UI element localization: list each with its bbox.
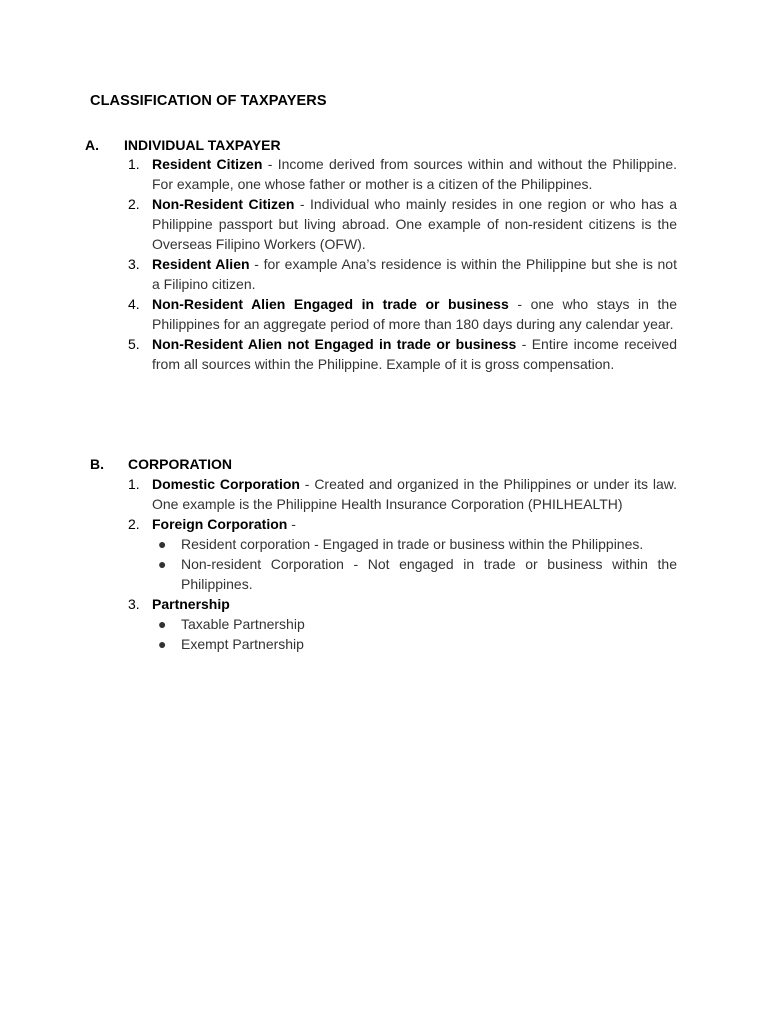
item-term: Non-Resident Alien Engaged in trade or business (152, 296, 509, 312)
list-item (128, 294, 678, 334)
list-item (128, 514, 677, 594)
item-description: - (287, 516, 296, 532)
item-number: 4. (128, 296, 140, 312)
bullet-item (152, 614, 677, 634)
list-item (128, 334, 678, 374)
bullet-text: Resident corporation - Engaged in trade or business within the Philippines. (181, 536, 644, 552)
bullet-item (152, 554, 677, 594)
item-number: 1. (128, 476, 140, 492)
item-description: - one who stays in the Philippines for an aggregate period of more than 180 days during any calendar year. (152, 296, 678, 332)
item-term: Domestic Corporation (152, 476, 300, 492)
section-a-heading: INDIVIDUAL TAXPAYER (124, 137, 281, 153)
bullet-item (152, 634, 677, 654)
bullet-icon: ● (158, 636, 167, 652)
item-term: Resident Alien (152, 256, 250, 272)
item-number: 2. (128, 516, 140, 532)
list-item (128, 154, 677, 194)
bullet-text: Taxable Partnership (181, 616, 305, 632)
item-term: Resident Citizen (152, 156, 263, 172)
section-b-letter: B. (90, 456, 104, 472)
bullet-list (152, 614, 677, 654)
list-item (128, 194, 678, 254)
item-number: 2. (128, 196, 140, 212)
bullet-text: Non-resident Corporation - Not engaged in trade or business within the Philippines. (181, 556, 677, 592)
item-term: Non-Resident Citizen (152, 196, 295, 212)
item-number: 3. (128, 596, 140, 612)
item-term: Non-Resident Alien not Engaged in trade or business (152, 336, 517, 352)
item-number: 3. (128, 256, 140, 272)
item-number: 1. (128, 156, 140, 172)
bullet-icon: ● (158, 616, 167, 632)
item-term: Partnership (152, 596, 230, 612)
bullet-icon: ● (158, 536, 167, 552)
list-item (128, 594, 677, 654)
item-description: - Entire income received from all sources within the Philippine. Example of it is gross compensation. (152, 336, 678, 372)
section-b-list (128, 474, 677, 654)
section-a-letter: A. (85, 137, 99, 153)
section-b-heading: CORPORATION (128, 456, 232, 472)
item-description: - for example Ana’s residence is within the Philippine but she is not a Filipino citizen. (152, 256, 677, 292)
document-title: CLASSIFICATION OF TAXPAYERS (90, 93, 327, 109)
section-a-list (128, 154, 678, 374)
list-item (128, 474, 677, 514)
item-description: - Created and organized in the Philippines or under its law. One example is the Philippine Health Insurance Corporation (PHILHEALTH) (152, 476, 677, 512)
item-description: - Income derived from sources within and without the Philippine. For example, one whose father or mother is a citizen of the Philippines. (152, 156, 677, 192)
bullet-text: Exempt Partnership (181, 636, 304, 652)
item-description: - Individual who mainly resides in one region or who has a Philippine passport but living abroad. One example of non-resident citizens is the Overseas Filipino Workers (OFW). (152, 196, 678, 252)
item-term: Foreign Corporation (152, 516, 288, 532)
bullet-item (152, 534, 677, 554)
bullet-list (152, 534, 677, 594)
bullet-icon: ● (158, 556, 167, 572)
item-number: 5. (128, 336, 140, 352)
list-item (128, 254, 677, 294)
